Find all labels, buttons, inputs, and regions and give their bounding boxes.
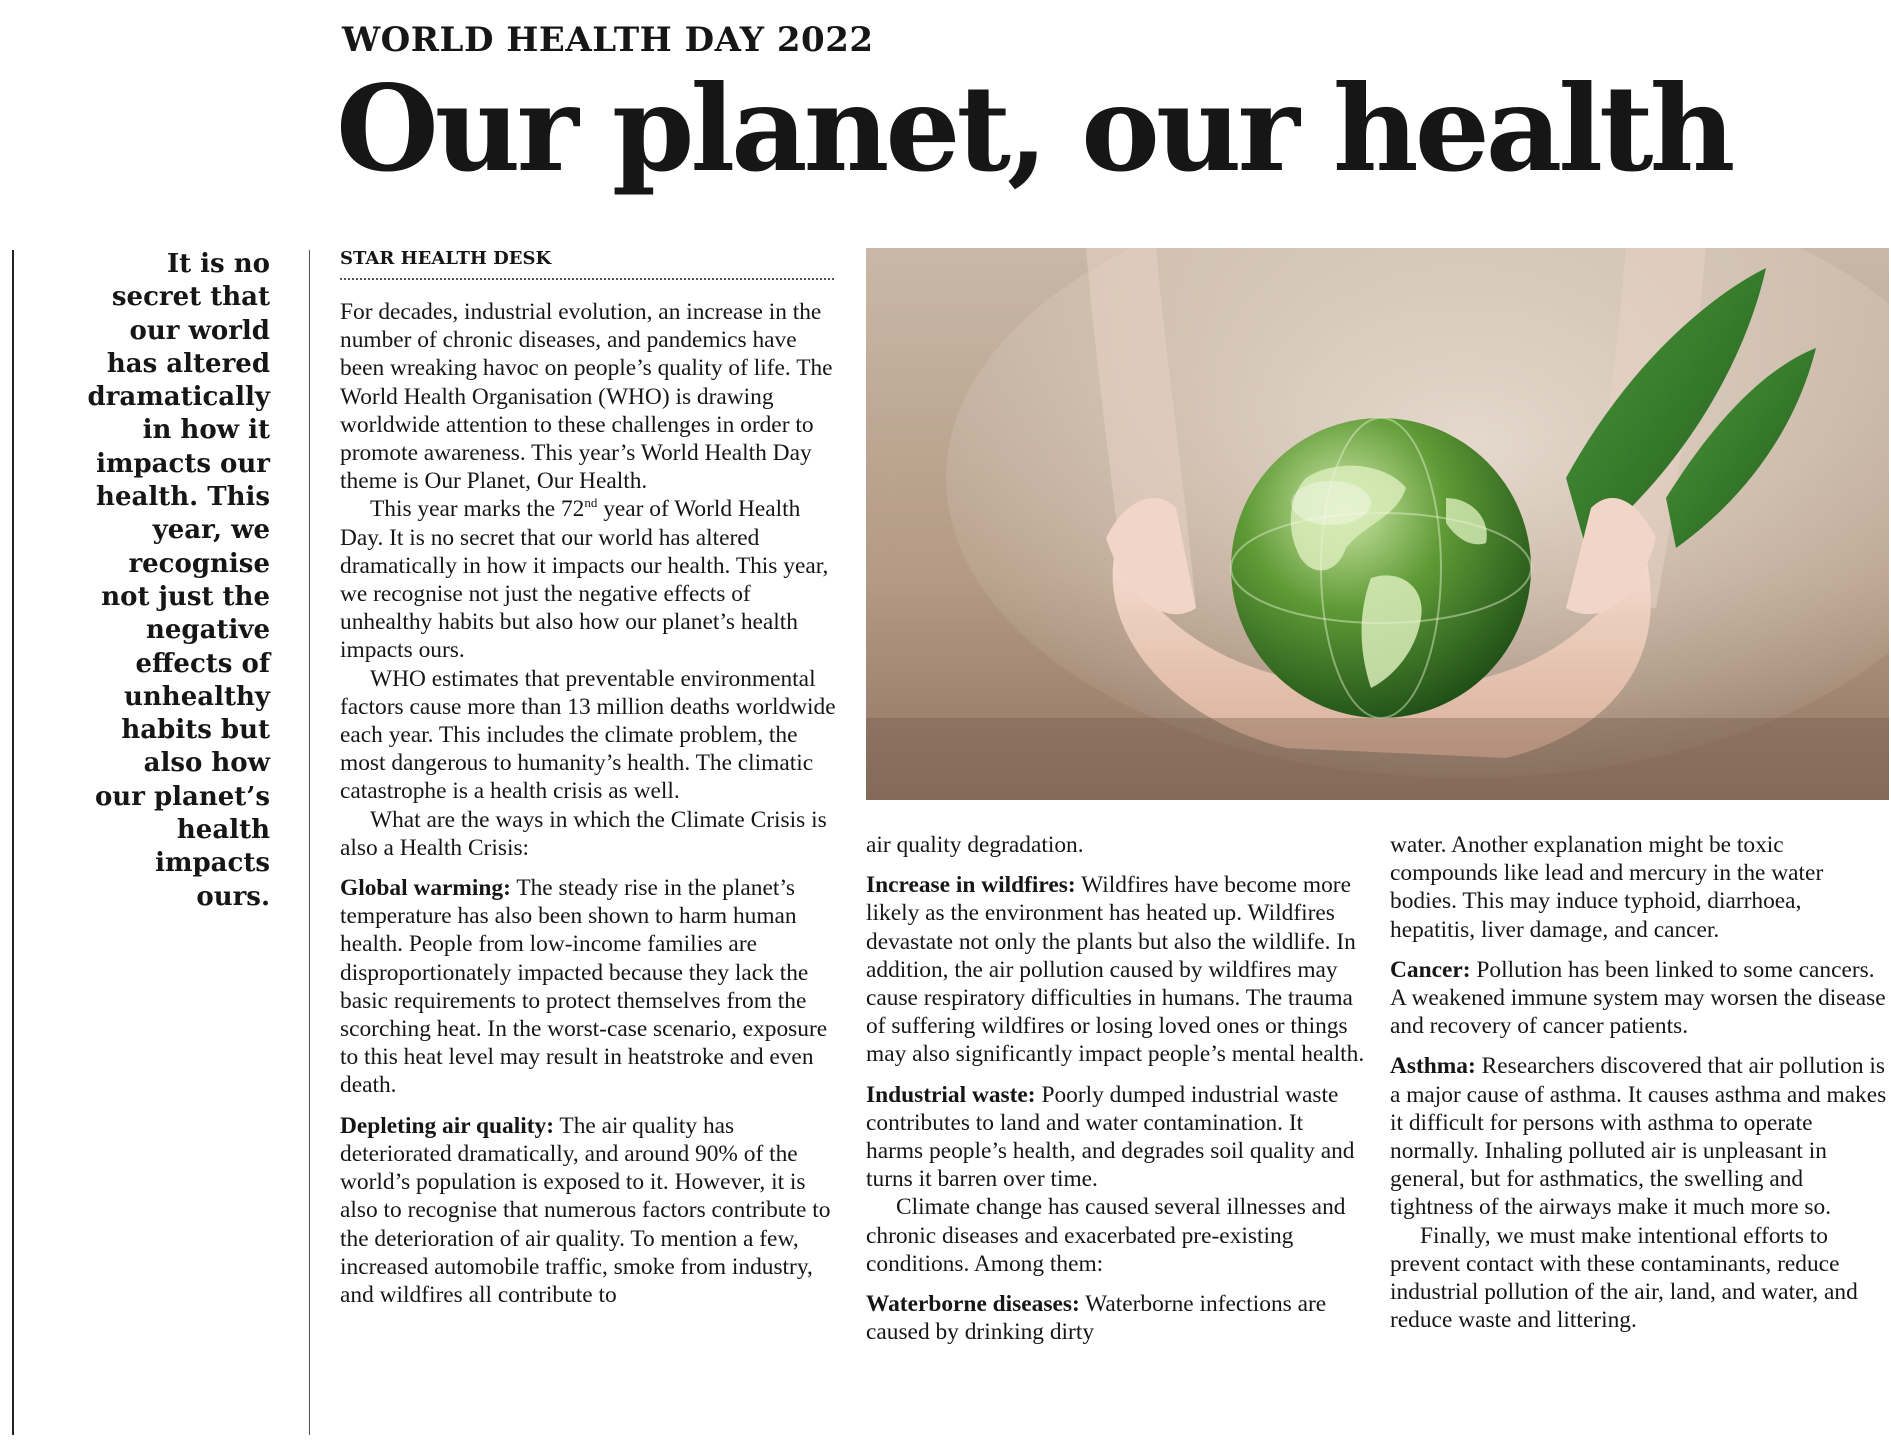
section-text: Waterborne infections are caused by drinking dirty	[866, 1291, 1327, 1346]
paragraph	[340, 495, 840, 664]
paragraph: WHO estimates that preventable environmental factors cause more than 13 million deaths worldwide each year. This includes the climate problem, the most dangerous to humanity’s health. The climatic catastrophe is a health crisis as well.	[340, 665, 836, 805]
pull-quote-line: our world	[129, 315, 270, 346]
section-title: Increase in wildfires:	[866, 872, 1076, 899]
section-text: Pollution has been linked to some cancers. A weakened immune system may worsen the disease and recovery of cancer patients.	[1390, 956, 1886, 1040]
pull-quote-line: health. This	[96, 482, 270, 513]
section-title: Waterborne diseases:	[866, 1291, 1080, 1318]
pull-quote-line: dramatically	[87, 382, 270, 413]
pull-quote-line: impacts our	[96, 448, 270, 479]
left-rule	[12, 250, 14, 1435]
pull-quote-line: secret that	[111, 282, 270, 313]
section-text: The air quality has deteriorated dramatically, and around 90% of the world’s population is exposed to it. However, it is also to recognise that numerous factors contribute to the deterioration of air quality. To mention a few, increased automobile traffic, smoke from industry, and wildfires all contribute to	[340, 1112, 831, 1308]
pull-quote	[40, 248, 270, 914]
pull-quote-line: year, we	[152, 515, 270, 546]
paragraph: air quality degradation.	[866, 832, 1084, 858]
pull-quote-line: It is no	[166, 249, 270, 279]
section-industrial-waste	[866, 1081, 1366, 1194]
pull-quote-line: health	[176, 815, 270, 846]
section-text: Poorly dumped industrial waste contributes to land and water contamination. It harms people’s health, and degrades soil quality and turns it barren over time.	[866, 1081, 1355, 1193]
text: year of World Health Day. It is no secret that our world has altered dramatically in how it impacts our health. This year, we recognise not just the negative effects of unhealthy habits but also how our planet’s health impacts ours.	[340, 496, 829, 664]
section-title: Cancer:	[1390, 956, 1471, 983]
pull-quote-line: impacts	[155, 848, 270, 879]
superscript: nd	[584, 495, 598, 511]
pull-quote-line: effects of	[135, 648, 270, 679]
section-title: Asthma:	[1390, 1053, 1476, 1080]
article-column-2	[866, 831, 1366, 1346]
paragraph: For decades, industrial evolution, an increase in the number of chronic diseases, and pandemics have been wreaking havoc on people’s quality of life. The World Health Organisation (WHO) is drawing worldwide attention to these challenges in order to promote awareness. This year’s World Health Day theme is Our Planet, Our Health.	[340, 299, 833, 495]
globe-in-hands-photo	[866, 248, 1889, 800]
section-wildfires	[866, 871, 1366, 1068]
paragraph: water. Another explanation might be toxic compounds like lead and mercury in the water bodies. This may induce typhoid, diarrhoea, hepatitis, liver damage, and cancer.	[1390, 832, 1824, 943]
column-rule	[309, 250, 310, 1435]
paragraph: Finally, we must make intentional efforts to prevent contact with these contaminants, reduce industrial pollution of the air, land, and water, and reduce waste and littering.	[1390, 1222, 1858, 1334]
section-asthma	[1390, 1052, 1890, 1221]
pull-quote-line: recognise	[128, 548, 270, 579]
section-title: Industrial waste:	[866, 1081, 1036, 1108]
article-column-1	[340, 298, 840, 1309]
pull-quote-line: not just the	[101, 581, 270, 612]
pull-quote-line: has altered	[106, 348, 270, 379]
section-text: Researchers discovered that air pollution is a major cause of asthma. It causes asthma and makes it difficult for persons with asthma to operate normally. Inhaling polluted air is unpleasant in general, but for asthmatics, the swelling and tightness of the airways make it much more so.	[1390, 1053, 1887, 1221]
text: This year marks the 72	[370, 496, 585, 523]
section-text: Wildfires have become more likely as the environment has heated up. Wildfires devastate not only the plants but also the wildlife. In addition, the air pollution caused by wildfires may cause respiratory difficulties in humans. The trauma of suffering wildfires or losing loved ones or things may also significantly impact people’s mental health.	[866, 872, 1365, 1068]
section-text: The steady rise in the planet’s temperature has also been shown to harm human health. People from low-income families are disproportionately impacted because they lack the basic requirements to protect themselves from the scorching heat. In the worst-case scenario, exposure to this heat level may result in heatstroke and even death.	[340, 875, 828, 1099]
headline: Our planet, our health	[336, 59, 1732, 198]
pull-quote-line: ours.	[196, 881, 270, 912]
pull-quote-line: negative	[145, 615, 270, 646]
pull-quote-line: also how	[143, 748, 270, 779]
section-cancer	[1390, 956, 1890, 1041]
byline: STAR HEALTH DESK	[340, 248, 834, 280]
section-global-warming	[340, 874, 840, 1100]
paragraph: Climate change has caused several illnesses and chronic diseases and exacerbated pre-existing conditions. Among them:	[866, 1194, 1346, 1277]
section-title: Depleting air quality:	[340, 1112, 554, 1139]
pull-quote-line: unhealthy	[124, 681, 270, 712]
pull-quote-line: our planet’s	[94, 781, 270, 812]
pull-quote-line: in how it	[142, 415, 270, 446]
paragraph: What are the ways in which the Climate Crisis is also a Health Crisis:	[340, 806, 827, 861]
section-air-quality	[340, 1112, 840, 1309]
section-title: Global warming:	[340, 875, 511, 902]
pull-quote-line: habits but	[121, 715, 270, 746]
kicker: WORLD HEALTH DAY 2022	[342, 20, 874, 60]
article-column-3	[1390, 831, 1890, 1334]
section-waterborne	[866, 1290, 1366, 1346]
